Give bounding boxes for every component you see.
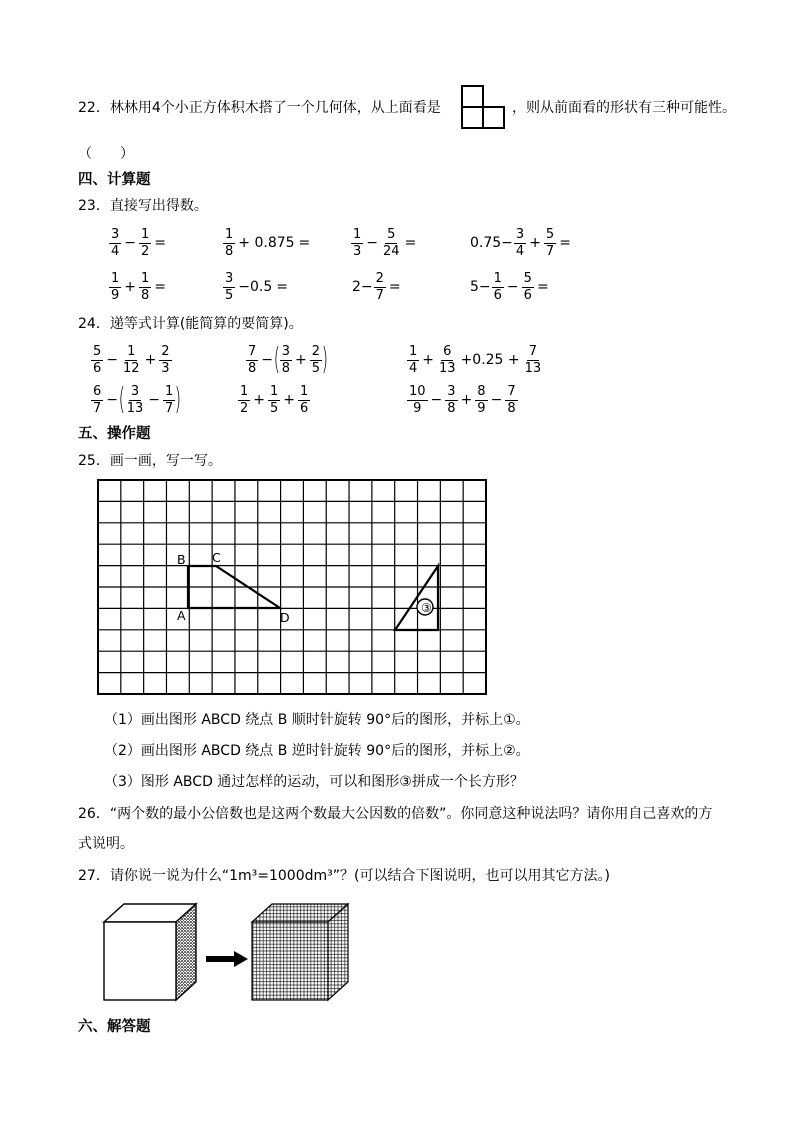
fraction: $\frac{5}{6}$: [93, 343, 102, 376]
grid-lines: [98, 480, 486, 694]
q25-sub-1: （1）画出图形 ABCD 绕点 B 顺时针旋转 90°后的图形，并标上①。: [104, 712, 530, 728]
fraction: $\frac{6}{13}$: [439, 343, 456, 376]
fraction: $\frac{3}{5}$: [225, 270, 234, 303]
q23-prompt: 直接写出得数。: [109, 198, 208, 214]
fraction: $\frac{6}{7}$: [93, 383, 102, 416]
q24-expr-3: $\frac{1}{4}$ + $\frac{6}{13}$ +0.25 + $\frac{7}{13}$: [409, 343, 542, 376]
q24-heading: [78, 316, 303, 332]
q22-number: 22．: [78, 100, 110, 116]
gridded-cube: [252, 904, 348, 1000]
label-c: C: [212, 550, 221, 565]
fraction: $\frac{1}{7}$: [165, 383, 174, 416]
fraction: $\frac{1}{5}$: [270, 383, 279, 416]
q23-r2-d: 5− $\frac{1}{6}$ − $\frac{5}{6}$ =: [470, 270, 549, 303]
label-a: A: [177, 608, 186, 623]
q24-number: 24．: [78, 316, 110, 332]
big-cube: [104, 904, 196, 1000]
fraction: $\frac{1}{6}$: [300, 383, 309, 416]
fraction: $\frac{1}{2}$: [240, 383, 249, 416]
section-6-title: 六、解答题: [78, 1019, 151, 1035]
q27-text: 请你说一说为什么“1m³=1000dm³”？(可以结合下图说明，也可以用其它方法。): [109, 868, 610, 884]
fraction: $\frac{10}{9}$: [409, 383, 426, 416]
grid-figure: [96, 478, 490, 698]
q24-expr-1: $\frac{5}{6}$ − $\frac{1}{12}$ + $\frac{2}{3}$: [93, 343, 170, 376]
shape-3: [395, 566, 438, 630]
fraction: $\frac{1}{8}$: [141, 270, 150, 303]
top-view-figure: [460, 84, 508, 130]
fraction: $\frac{3}{4}$: [111, 226, 120, 259]
q23-r2-b: $\frac{3}{5}$ −0.5 =: [225, 270, 289, 303]
fraction: $\frac{2}{3}$: [161, 343, 170, 376]
fraction: $\frac{3}{8}$: [447, 383, 456, 416]
q26-text-2: 式说明。: [78, 836, 134, 852]
q24-expr-6: $\frac{10}{9}$ − $\frac{3}{8}$ + $\frac{8}{9}$ − $\frac{7}{8}$: [409, 383, 516, 416]
q27-line: [78, 868, 610, 884]
q23-r1-c: $\frac{1}{3}$ − $\frac{5}{24}$ =: [353, 226, 417, 259]
q27-number: 27．: [78, 868, 110, 884]
fraction: $\frac{5}{6}$: [523, 270, 532, 303]
fraction: $\frac{1}{3}$: [353, 226, 362, 259]
label-d: D: [280, 610, 290, 625]
q22-answer-blank: （ ）: [78, 146, 134, 162]
q25-sub-2: （2）画出图形 ABCD 绕点 B 逆时针旋转 90°后的图形，并标上②。: [104, 743, 530, 759]
section-5-title: 五、操作题: [78, 426, 151, 442]
fraction: $\frac{7}{13}$: [524, 343, 542, 376]
q25-sub-3: （3）图形 ABCD 通过怎样的运动，可以和图形③拼成一个长方形？: [104, 774, 524, 790]
label-b: B: [177, 552, 186, 567]
right-arrow-icon: [206, 951, 248, 967]
fraction: $\frac{1}{12}$: [123, 343, 140, 376]
fraction: $\frac{7}{8}$: [507, 383, 516, 416]
q23-number: 23．: [78, 198, 110, 214]
q23-r1-a: $\frac{3}{4}$ − $\frac{1}{2}$ =: [111, 226, 167, 259]
q23-r1-b: $\frac{1}{8}$ + 0.875 =: [225, 226, 311, 259]
fraction: $\frac{1}{9}$: [111, 270, 120, 303]
q22-line: [78, 100, 441, 116]
fraction: $\frac{2}{5}$: [311, 343, 321, 376]
q24-prompt: 递等式计算(能简算的要简算)。: [109, 316, 303, 332]
q26-text-1: “两个数的最小公倍数也是这两个数最大公因数的倍数”。你同意这种说法吗？请你用自己喜欢的方: [109, 806, 713, 822]
q22-text-after: ，则从前面看的形状有三种可能性。: [512, 100, 736, 116]
fraction: $\frac{5}{24}$: [383, 226, 400, 259]
q23-r2-a: $\frac{1}{9}$ + $\frac{1}{8}$ =: [111, 270, 167, 303]
fraction: $\frac{3}{4}$: [515, 226, 525, 259]
fraction: $\frac{7}{8}$: [248, 343, 257, 376]
fraction: $\frac{5}{7}$: [545, 226, 555, 259]
q25-heading: [78, 453, 222, 469]
q26-number: 26．: [78, 806, 110, 822]
section-4-title: 四、计算题: [78, 172, 151, 188]
fraction: $\frac{2}{7}$: [375, 270, 384, 303]
shape-3-label: ③: [421, 601, 432, 615]
q25-number: 25．: [78, 453, 110, 469]
q23-r2-c: 2− $\frac{2}{7}$ =: [352, 270, 401, 303]
q22-text-before: 林林用4个小正方体积木搭了一个几何体，从上面看是: [109, 100, 441, 116]
fraction: $\frac{8}{9}$: [477, 383, 486, 416]
q26-line-1: [78, 806, 712, 822]
q24-expr-4: $\frac{6}{7}$ − ( $\frac{3}{13}$ − $\frac{1}{7}$ ): [93, 382, 182, 417]
q24-expr-2: $\frac{7}{8}$ − ( $\frac{3}{8}$ + $\frac{2}{5}$ ): [248, 342, 329, 377]
q23-r1-d: 0.75− $\frac{3}{4}$ + $\frac{5}{7}$ =: [470, 226, 571, 259]
fraction: $\frac{3}{8}$: [281, 343, 291, 376]
q24-expr-5: $\frac{1}{2}$ + $\frac{1}{5}$ + $\frac{1}{6}$: [240, 383, 309, 416]
fraction: $\frac{1}{8}$: [225, 226, 234, 259]
fraction: $\frac{1}{4}$: [409, 343, 418, 376]
fraction: $\frac{3}{13}$: [126, 383, 144, 416]
cube-illustration: [100, 900, 352, 1004]
fraction: $\frac{1}{2}$: [141, 226, 150, 259]
q25-prompt: 画一画，写一写。: [109, 453, 222, 469]
q23-heading: [78, 198, 208, 214]
fraction: $\frac{1}{6}$: [493, 270, 502, 303]
